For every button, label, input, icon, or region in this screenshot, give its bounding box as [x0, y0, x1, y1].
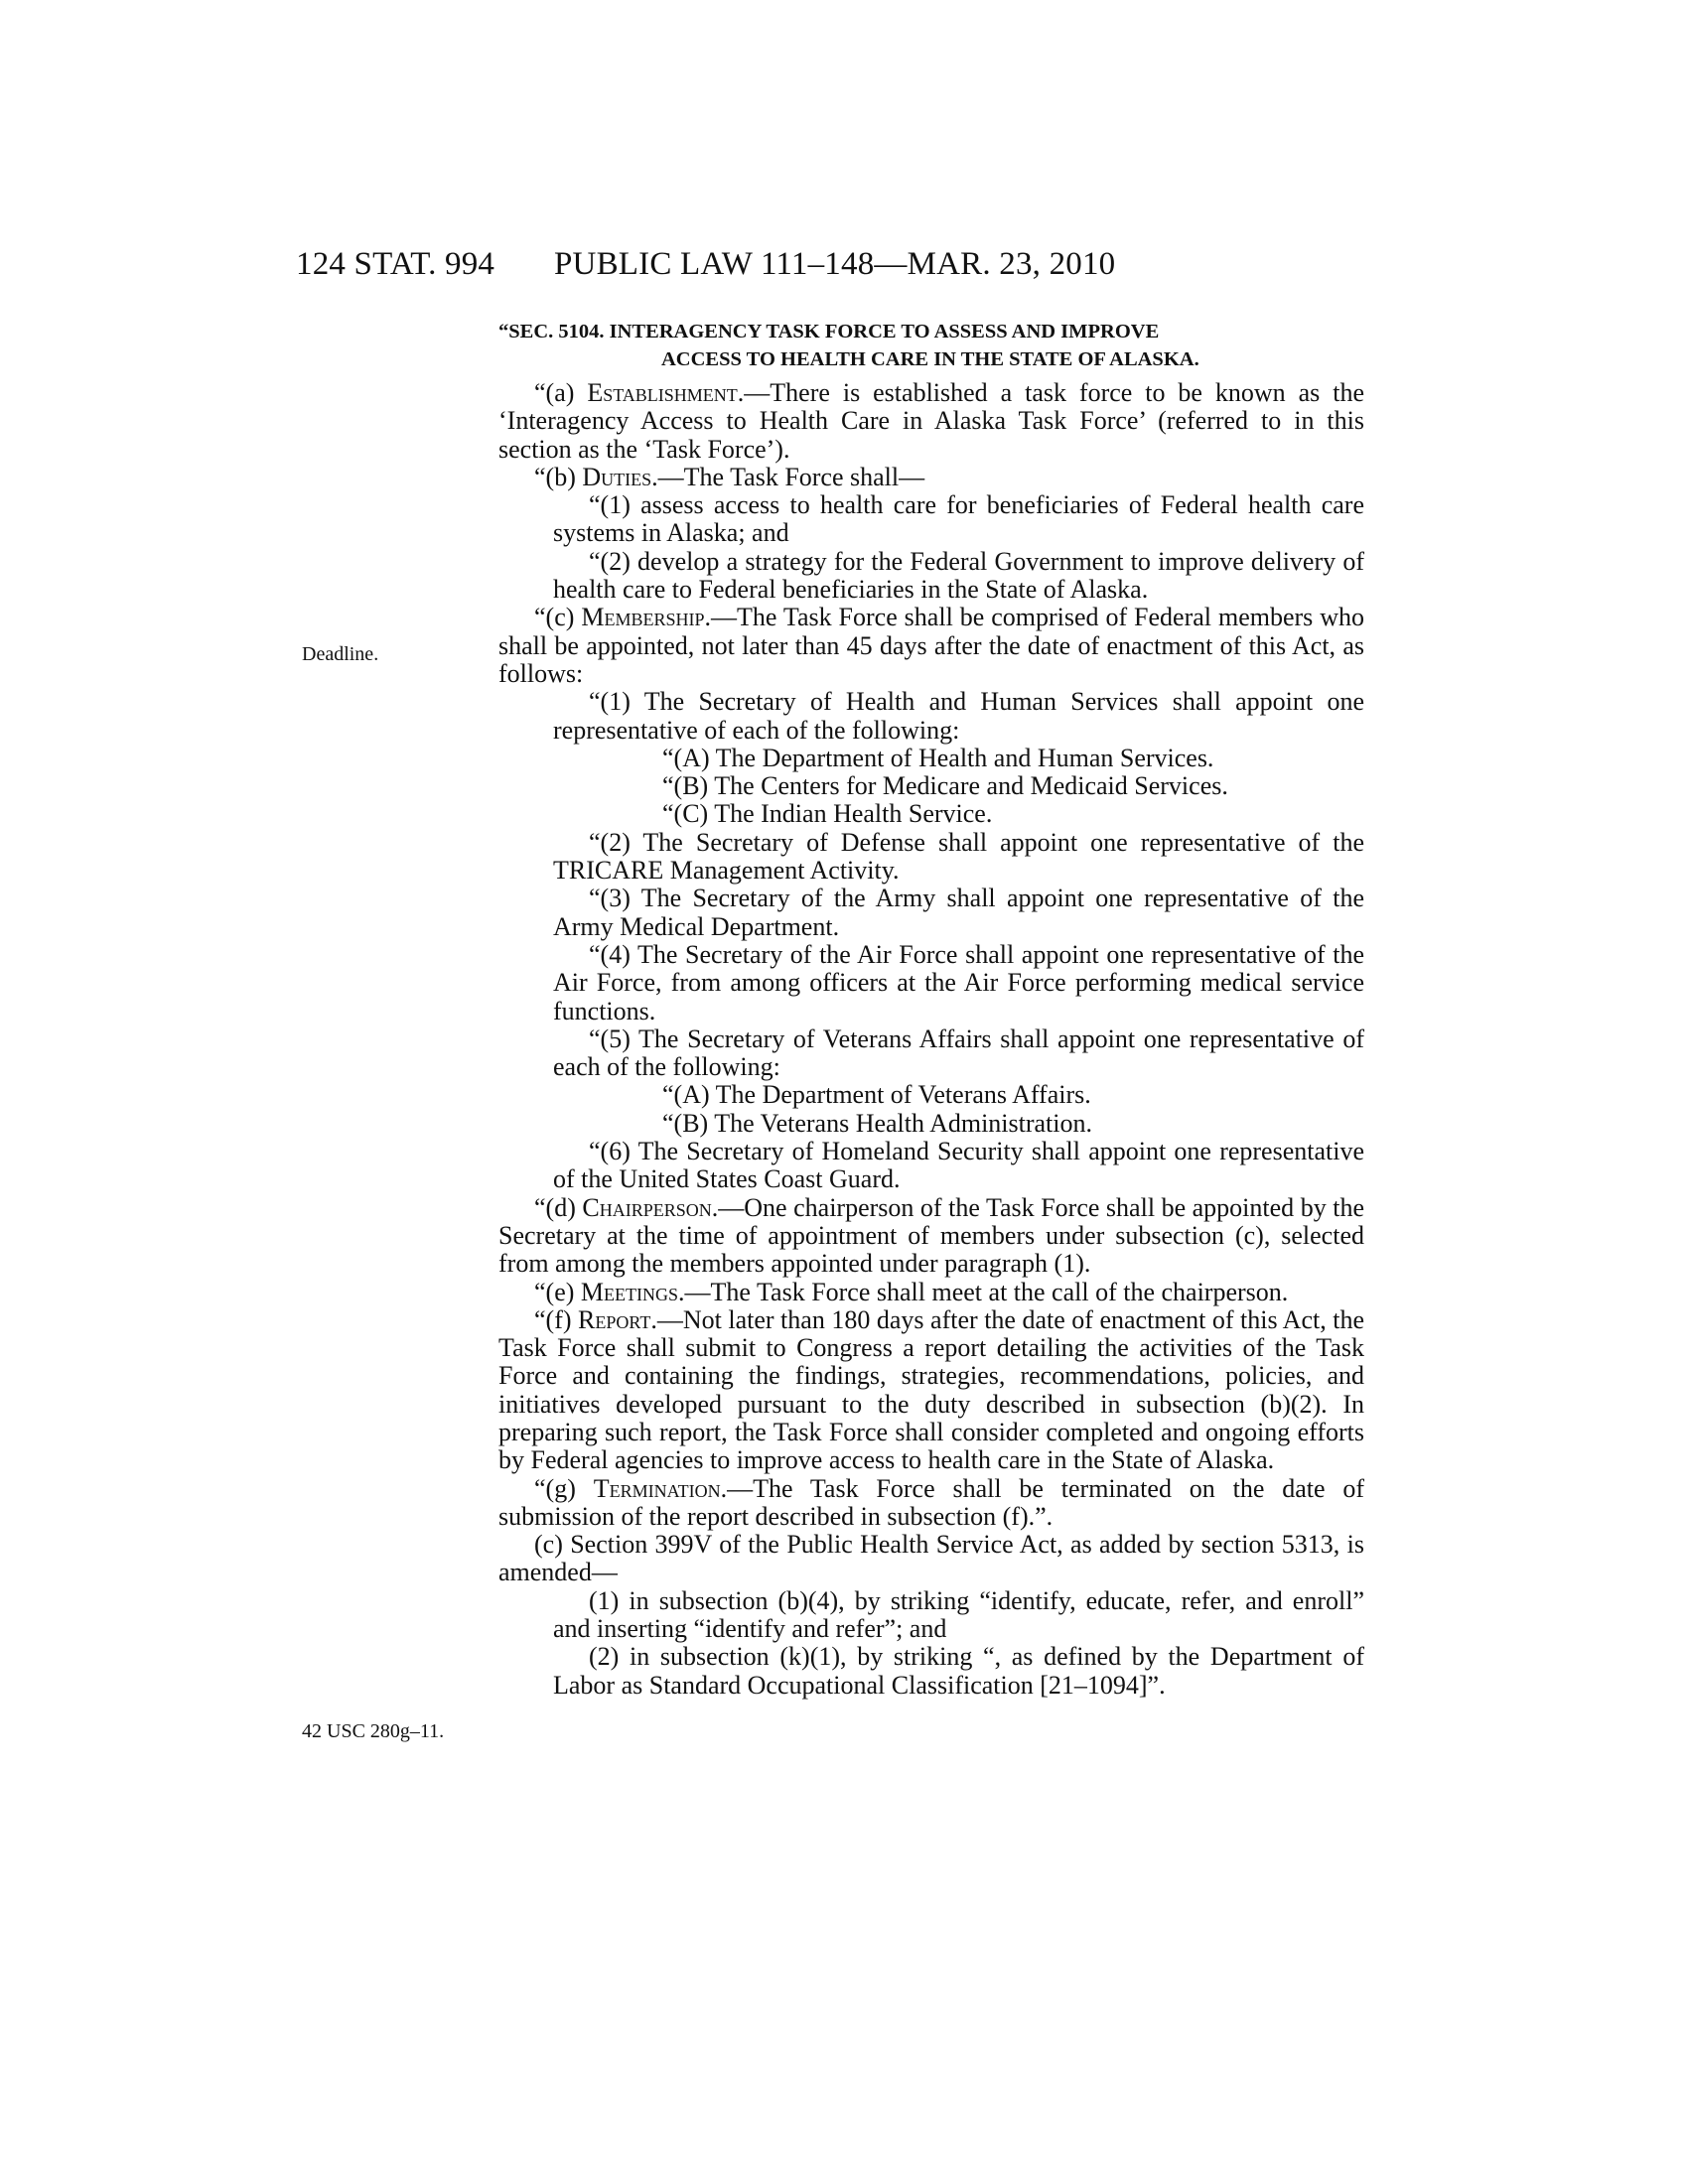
subsection-text: .—One chairperson of the Task Force shall be appointed by the Secretary at the time of appointment of members under subsection (c), selected from among the members appointed under paragraph (1).	[498, 1192, 1364, 1279]
subparagraph-c1a: “(A) The Department of Health and Human Services.	[662, 743, 1214, 772]
subsection-heading: Chairperson	[582, 1192, 712, 1222]
paragraph-b1: “(1) assess access to health care for beneficiaries of Federal health care systems in Alaska; and	[553, 490, 1364, 548]
subsection-label: “(d)	[534, 1192, 583, 1222]
paragraph-c2: “(2) The Secretary of Defense shall appoint one representative of the TRICARE Management Activity.	[553, 827, 1364, 886]
paragraph-b2: “(2) develop a strategy for the Federal Government to improve delivery of health care to Federal beneficiaries in the State of Alaska.	[553, 546, 1364, 605]
subsection-label: “(b)	[534, 462, 583, 491]
subparagraph-c5a: “(A) The Department of Veterans Affairs.	[662, 1080, 1091, 1110]
subsection-heading: Membership	[581, 603, 705, 632]
section-title-line-2: ACCESS TO HEALTH CARE IN THE STATE OF ALASKA.	[661, 348, 1199, 370]
margin-note-usc: 42 USC 280g–11.	[302, 1720, 445, 1742]
subsection-g	[498, 1475, 1364, 1532]
amendment-paragraph-2: (2) in subsection (k)(1), by striking “, as defined by the Department of Labor as Standard Occupational Classification [21–1094]”.	[553, 1642, 1364, 1700]
subsection-label: “(g)	[534, 1473, 594, 1503]
subsection-text: .—There is established a task force to be known as the ‘Interagency Access to Health Care in Alaska Task Force’ (referred to in this section as the ‘Task Force’).	[498, 378, 1364, 464]
subsection-heading: Establishment	[587, 378, 738, 407]
section-title	[498, 318, 1364, 373]
amendment-paragraph-1: (1) in subsection (b)(4), by striking “identify, educate, refer, and enroll” and inserting “identify and refer”; and	[553, 1585, 1364, 1644]
subparagraph-c1b: “(B) The Centers for Medicare and Medicaid Services.	[662, 771, 1228, 801]
subsection-text: .—The Task Force shall—	[651, 462, 925, 491]
subsection-heading: Termination	[593, 1473, 721, 1503]
amendment-c: (c) Section 399V of the Public Health Service Act, as added by section 5313, is amended—	[498, 1530, 1364, 1587]
paragraph-c6: “(6) The Secretary of Homeland Security shall appoint one representative of the United States Coast Guard.	[553, 1137, 1364, 1194]
subsection-b	[498, 464, 1364, 491]
subsection-label: “(e)	[534, 1277, 581, 1306]
paragraph-c4: “(4) The Secretary of the Air Force shall appoint one representative of the Air Force, from among officers at the Air Force performing medical service functions.	[553, 939, 1364, 1025]
subsection-label: “(a)	[534, 378, 588, 407]
subparagraph-c1c: “(C) The Indian Health Service.	[662, 799, 993, 829]
paragraph-c1: “(1) The Secretary of Health and Human Services shall appoint one representative of each of the following:	[553, 687, 1364, 745]
subsection-a	[498, 379, 1364, 464]
margin-note-deadline: Deadline.	[302, 643, 379, 665]
subsection-e	[498, 1279, 1364, 1306]
paragraph-c3: “(3) The Secretary of the Army shall appoint one representative of the Army Medical Department.	[553, 884, 1364, 941]
subsection-text: .—The Task Force shall be terminated on the date of submission of the report described in subsection (f).”.	[498, 1473, 1365, 1531]
subsection-label: “(c)	[534, 603, 582, 632]
subsection-text: .—The Task Force shall meet at the call of the chairperson.	[678, 1277, 1289, 1306]
subsection-d	[498, 1194, 1364, 1279]
subsection-f	[498, 1306, 1364, 1475]
subsection-text: .—Not later than 180 days after the date of enactment of this Act, the Task Force shall submit to Congress a report detailing the activities of the Task Force and containing the findings, strategies, recommendations, policies, and initiatives developed pursuant to the duty described in subsection (b)(2). In preparing such report, the Task Force shall consider completed and ongoing efforts by Federal agencies to improve access to health care in the State of Alaska.	[498, 1304, 1364, 1475]
section-title-line-1: “SEC. 5104. INTERAGENCY TASK FORCE TO ASSESS AND IMPROVE	[498, 321, 1160, 342]
page-citation: 124 STAT. 994	[296, 246, 495, 282]
subsection-c	[498, 604, 1364, 688]
paragraph-c5: “(5) The Secretary of Veterans Affairs shall appoint one representative of each of the following:	[553, 1024, 1364, 1082]
subparagraph-c5b: “(B) The Veterans Health Administration.	[662, 1108, 1092, 1138]
subsection-label: “(f)	[534, 1304, 579, 1334]
subsection-heading: Meetings	[580, 1277, 679, 1306]
subsection-text: .—The Task Force shall be comprised of Federal members who shall be appointed, not later than 45 days after the date of enactment of this Act, as follows:	[498, 603, 1364, 688]
running-header: PUBLIC LAW 111–148—MAR. 23, 2010	[554, 246, 1116, 282]
subsection-heading: Duties	[582, 462, 652, 491]
subsection-heading: Report	[578, 1304, 651, 1334]
body-text	[498, 379, 1364, 1700]
